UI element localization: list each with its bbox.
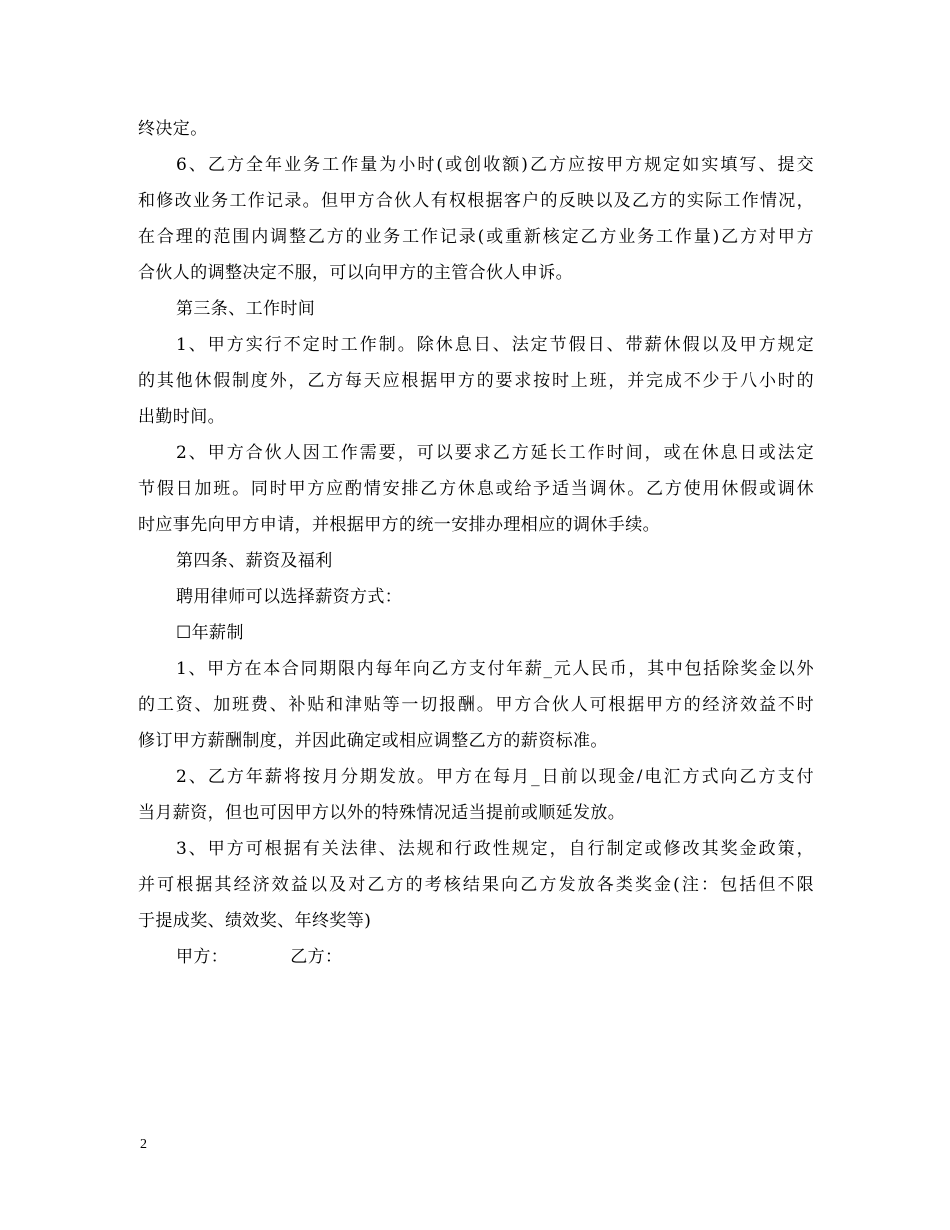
text-line: 聘用律师可以选择薪资方式：	[176, 587, 403, 607]
paragraph-line: 3、甲方可根据有关法律、法规和行政性规定，自行制定或修改其奖金政策，	[176, 839, 814, 859]
paragraph-line: 1、甲方在本合同期限内每年向乙方支付年薪_元人民币，其中包括除奖金以外	[176, 659, 814, 679]
text-line: 当月薪资，但也可因甲方以外的特殊情况适当提前或顺延发放。	[138, 803, 626, 823]
text-line: 修订甲方薪酬制度，并因此确定或相应调整乙方的薪资标准。	[138, 731, 608, 751]
section-heading-work-time: 第三条、工作时间	[176, 299, 316, 319]
text-line: 和修改业务工作记录。但甲方合伙人有权根据客户的反映以及乙方的实际工作情况，	[138, 191, 814, 211]
party-b-label: 乙方：	[290, 947, 343, 967]
page-number: 2	[140, 1137, 147, 1152]
signature-line	[138, 939, 814, 975]
text-line: 出勤时间。	[138, 407, 225, 427]
text-line: 节假日加班。同时甲方应酌情安排乙方休息或给予适当调休。乙方使用休假或调休	[138, 479, 814, 499]
paragraph-line: 2、乙方年薪将按月分期发放。甲方在每月_日前以现金/电汇方式向乙方支付	[176, 767, 814, 787]
document-body	[138, 111, 814, 975]
paragraph-line: 6、乙方全年业务工作量为小时(或创收额)乙方应按甲方规定如实填写、提交	[176, 155, 814, 175]
text-line: 终决定。	[138, 119, 208, 139]
text-line: 合伙人的调整决定不服，可以向甲方的主管合伙人申诉。	[138, 263, 573, 283]
text-line: 的其他休假制度外，乙方每天应根据甲方的要求按时上班，并完成不少于八小时的	[138, 371, 814, 391]
text-line: 于提成奖、绩效奖、年终奖等)	[138, 911, 372, 931]
text-line: 时应事先向甲方申请，并根据甲方的统一安排办理相应的调休手续。	[138, 515, 660, 535]
checkbox-option-annual-salary: ☐年薪制	[176, 623, 244, 643]
text-line: 的工资、加班费、补贴和津贴等一切报酬。甲方合伙人可根据甲方的经济效益不时	[138, 695, 814, 715]
section-heading-salary: 第四条、薪资及福利	[176, 551, 333, 571]
party-a-label: 甲方：	[176, 947, 229, 967]
text-line: 并可根据其经济效益以及对乙方的考核结果向乙方发放各类奖金(注：包括但不限	[138, 875, 814, 895]
paragraph-line: 1、甲方实行不定时工作制。除休息日、法定节假日、带薪休假以及甲方规定	[176, 335, 814, 355]
text-line: 在合理的范围内调整乙方的业务工作记录(或重新核定乙方业务工作量)乙方对甲方	[138, 227, 814, 247]
paragraph-line: 2、甲方合伙人因工作需要，可以要求乙方延长工作时间，或在休息日或法定	[176, 443, 814, 463]
